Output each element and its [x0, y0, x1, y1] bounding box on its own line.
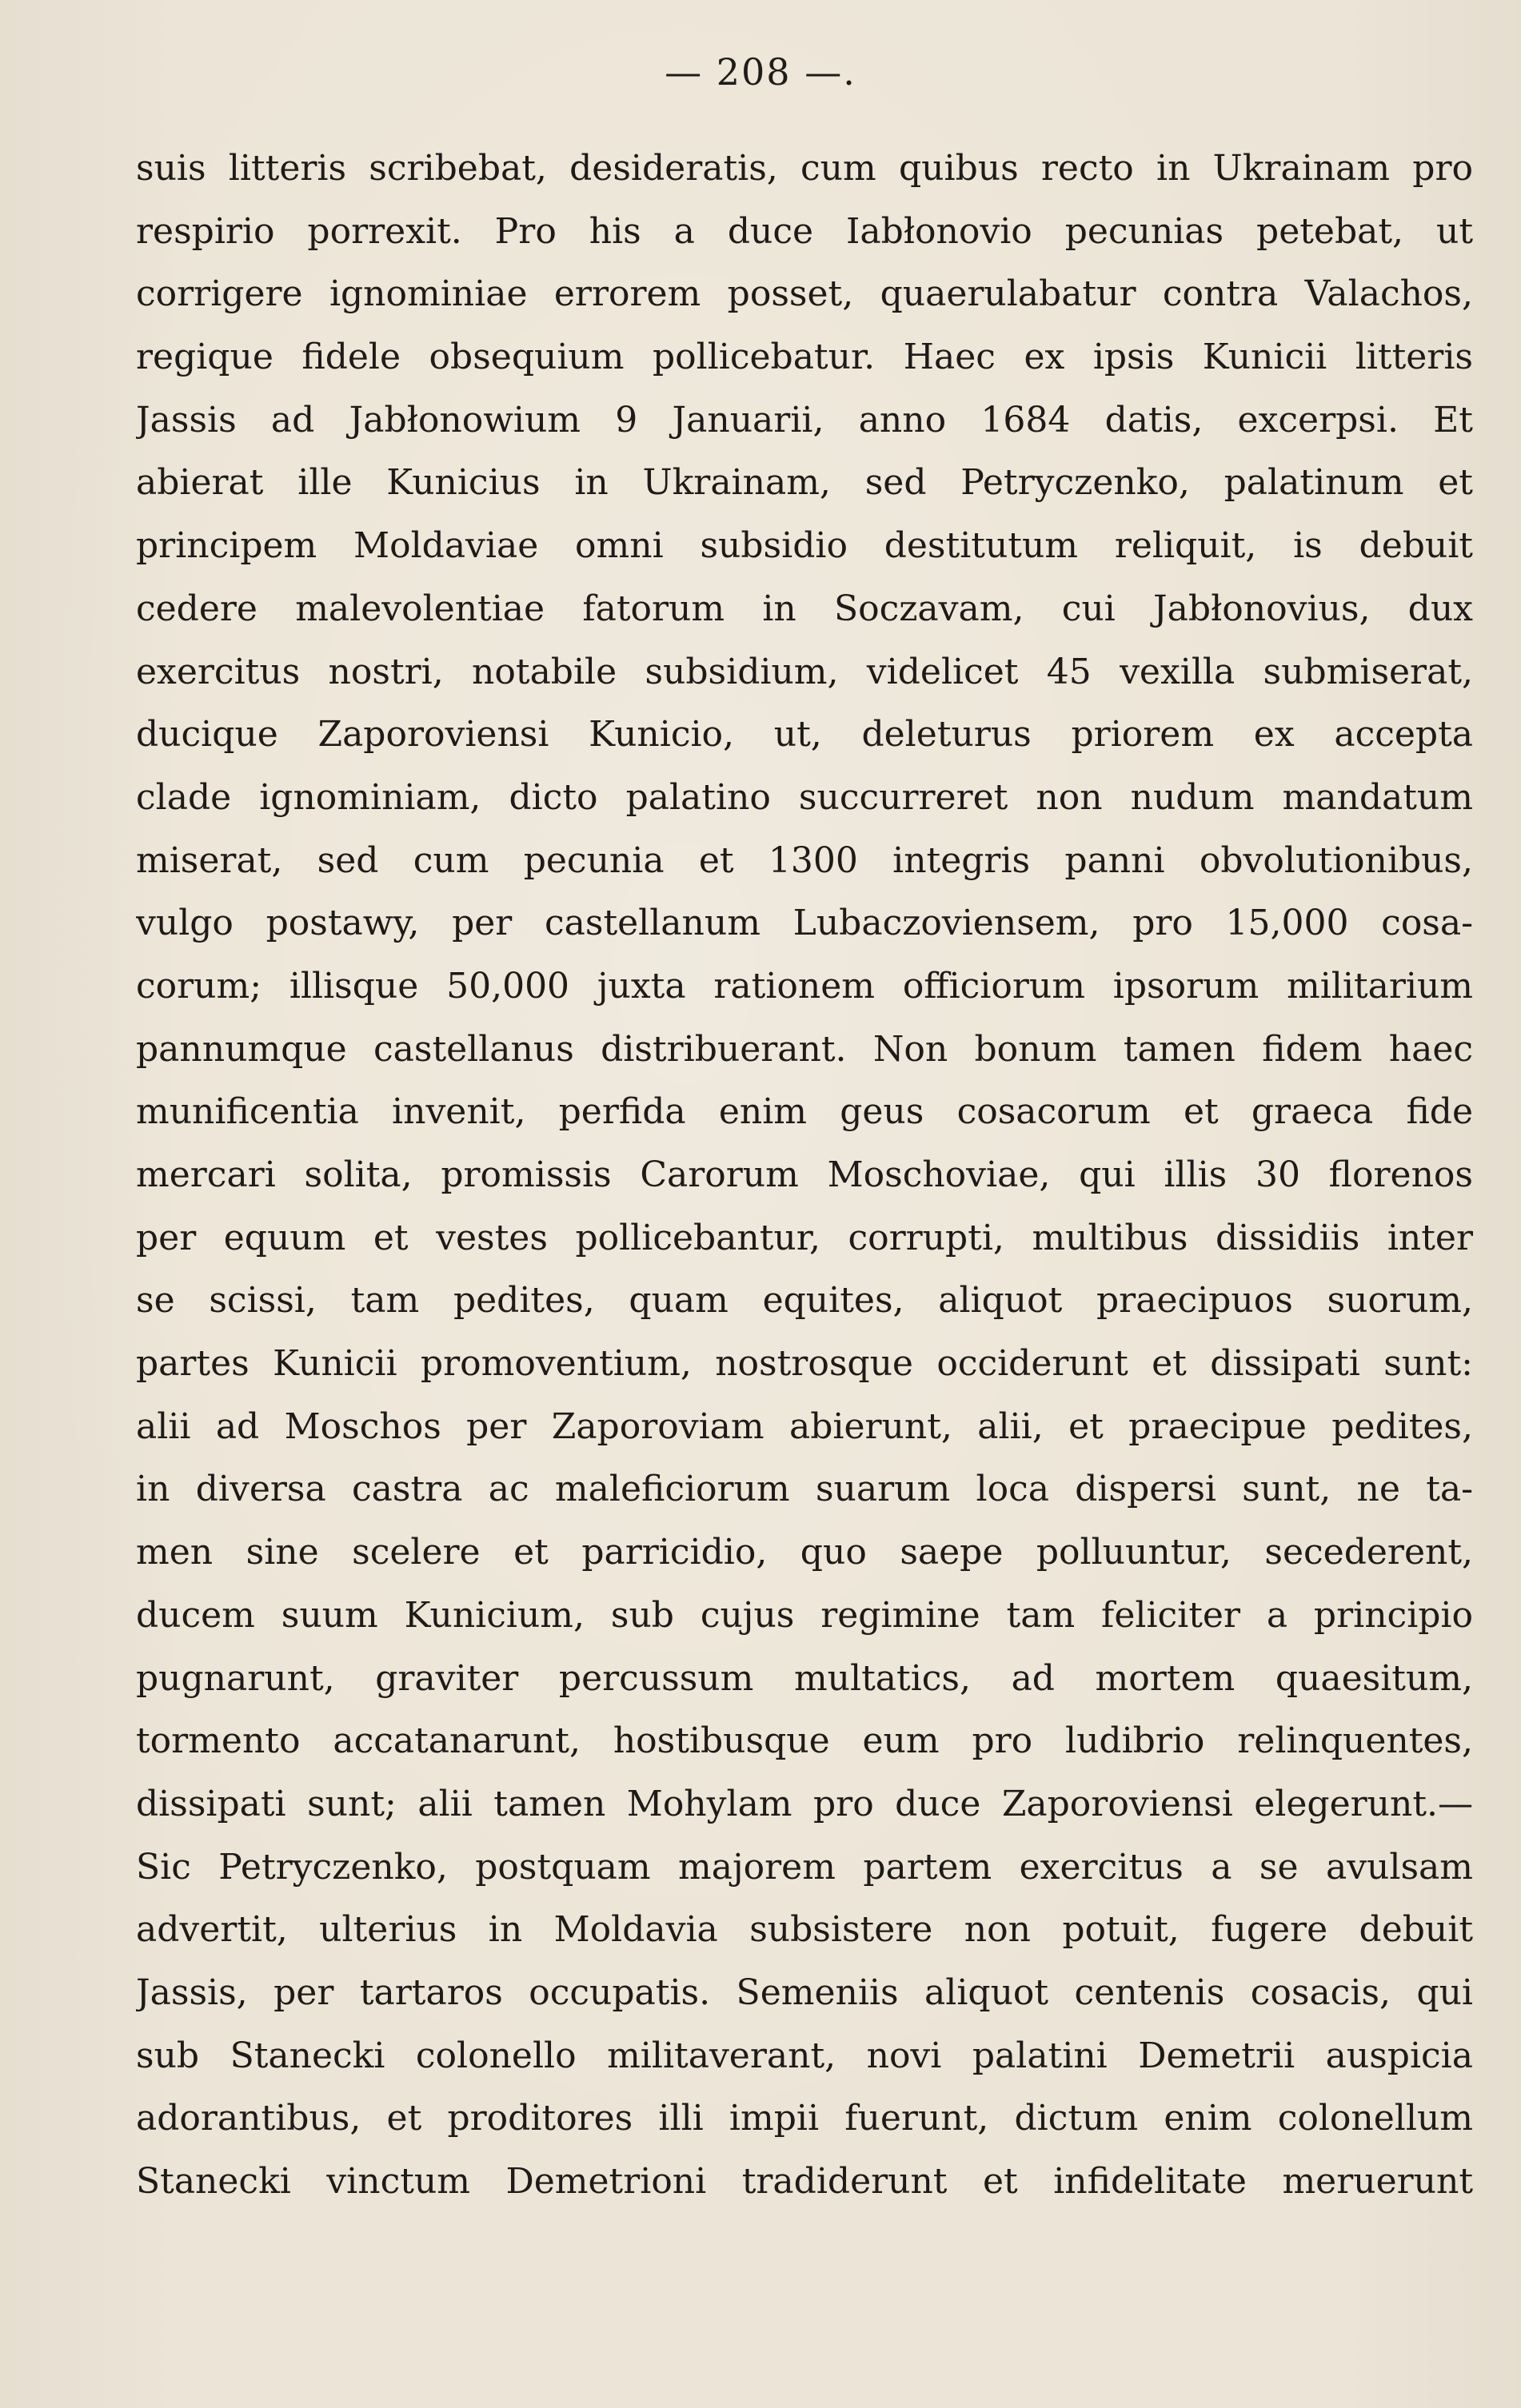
text-line: regique fidele obsequium pollicebatur. Haec ex ipsis Kunicii litteris — [136, 337, 1473, 378]
text-line: Jassis, per tartaros occupatis. Semeniis aliquot centenis cosacis, qui — [136, 1971, 1473, 2013]
text-line: sub Stanecki colonello militaverant, novi palatini Demetrii auspicia — [136, 2035, 1473, 2076]
text-line: men sine scelere et parricidio, quo saepe polluuntur, secederent, — [136, 1532, 1473, 1573]
body-text — [136, 138, 1473, 2214]
text-line: ducique Zaporoviensi Kunicio, ut, deleturus priorem ex accepta — [136, 714, 1473, 755]
text-line: Jassis ad Jabłonowium 9 Januarii, anno 1684 datis, excerpsi. Et — [136, 399, 1473, 441]
text-line: Sic Petryczenko, postquam majorem partem exercitus a se avulsam — [136, 1846, 1473, 1888]
text-line: principem Moldaviae omni subsidio destitutum reliquit, is debuit — [136, 525, 1473, 567]
text-line: ducem suum Kunicium, sub cujus regimine tam feliciter a principio — [136, 1594, 1473, 1636]
text-line: vulgo postawy, per castellanum Lubaczoviensem, pro 15,000 cosa- — [136, 903, 1473, 944]
text-line: corum; illisque 50,000 juxta rationem officiorum ipsorum militarium — [136, 965, 1473, 1007]
text-line: tormento accatanarunt, hostibusque eum pro ludibrio relinquentes, — [136, 1720, 1473, 1762]
text-line: munificentia invenit, perfida enim geus cosacorum et graeca fide — [136, 1091, 1473, 1133]
text-line: alii ad Moschos per Zaporoviam abierunt, alii, et praecipue pedites, — [136, 1405, 1473, 1447]
text-line: abierat ille Kunicius in Ukrainam, sed Petryczenko, palatinum et — [136, 462, 1473, 504]
text-line: corrigere ignominiae errorem posset, quaerulabatur contra Valachos, — [136, 273, 1473, 315]
text-line: Stanecki vinctum Demetrioni tradiderunt et infidelitate meruerunt — [136, 2161, 1473, 2202]
text-line: advertit, ulterius in Moldavia subsistere non potuit, fugere debuit — [136, 1909, 1473, 1951]
text-line: pannumque castellanus distribuerant. Non bonum tamen fidem haec — [136, 1028, 1473, 1070]
text-line: pugnarunt, graviter percussum multatics, ad mortem quaesitum, — [136, 1657, 1473, 1699]
page-number: — 208 —. — [665, 50, 856, 94]
text-line: clade ignominiam, dicto palatino succurreret non nudum mandatum — [136, 776, 1473, 818]
text-line: per equum et vestes pollicebantur, corrupti, multibus dissidiis inter — [136, 1217, 1473, 1258]
text-line: dissipati sunt; alii tamen Mohylam pro duce Zaporoviensi elegerunt.— — [136, 1783, 1473, 1824]
text-line: se scissi, tam pedites, quam equites, aliquot praecipuos suorum, — [136, 1280, 1473, 1322]
text-line: miserat, sed cum pecunia et 1300 integris panni obvolutionibus, — [136, 839, 1473, 881]
text-line: partes Kunicii promoventium, nostrosque occiderunt et dissipati sunt: — [136, 1343, 1473, 1385]
text-line: adorantibus, et proditores illi impii fuerunt, dictum enim colonellum — [136, 2098, 1473, 2139]
text-line: suis litteris scribebat, desideratis, cum quibus recto in Ukrainam pro — [136, 148, 1473, 189]
text-line: cedere malevolentiae fatorum in Soczavam, cui Jabłonovius, dux — [136, 588, 1473, 629]
text-line: respirio porrexit. Pro his a duce Iabłonovio pecunias petebat, ut — [136, 210, 1473, 252]
text-line: exercitus nostri, notabile subsidium, videlicet 45 vexilla submiserat, — [136, 651, 1473, 692]
text-line: mercari solita, promissis Carorum Moschoviae, qui illis 30 florenos — [136, 1154, 1473, 1195]
text-line: in diversa castra ac maleficiorum suarum loca dispersi sunt, ne ta- — [136, 1469, 1473, 1510]
